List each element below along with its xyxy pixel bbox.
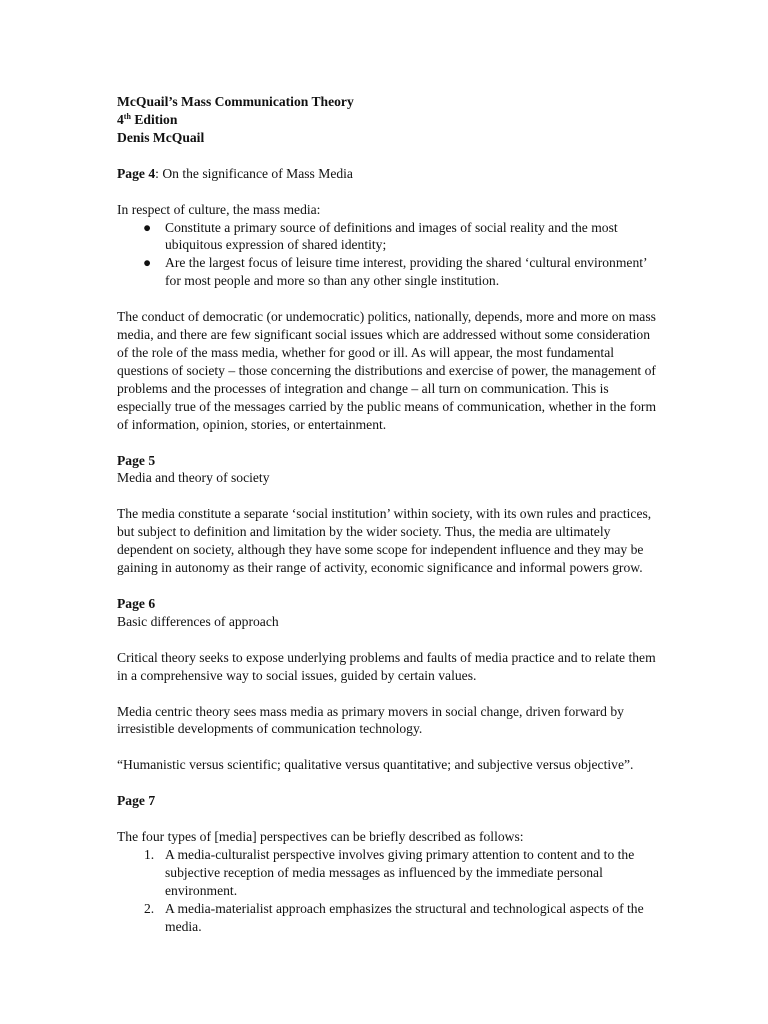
author-name: Denis McQuail xyxy=(117,129,205,145)
item-text: A media-materialist approach emphasizes the structural and technological aspects of the media. xyxy=(165,900,644,934)
page6-paragraph-media-centric: Media centric theory sees mass media as primary movers in social change, driven forward by irresistible developments of communication technology. xyxy=(117,703,624,737)
bullet-text: Constitute a primary source of definitions and images of social reality and the most ubiquitous expression of shared identity; xyxy=(165,219,618,253)
page4-paragraph: The conduct of democratic (or undemocratic) politics, nationally, depends, more and more on mass media, and there are few significant social issues which are addressed without some consideration of the role of the mass media, whether for good or ill. As will appear, the most fundamental questions of society – those concerning the distributions and exercise of power, the management of problems and the processes of integration and change – all turn on communication. This is especially true of the messages carried by the public means of communication, whether in the form of information, opinion, stories, or entertainment. xyxy=(117,309,657,432)
list-item xyxy=(117,900,657,936)
page4-title: : On the significance of Mass Media xyxy=(155,165,353,181)
list-item xyxy=(117,846,657,900)
page4-bullet-list xyxy=(117,219,657,291)
page5-label: Page 5 xyxy=(117,452,156,468)
page7-label: Page 7 xyxy=(117,793,156,809)
page4-label: Page 4 xyxy=(117,165,156,181)
book-title: McQuail’s Mass Communication Theory xyxy=(117,94,354,109)
page4-heading xyxy=(117,165,657,183)
page6-label: Page 6 xyxy=(117,595,156,611)
edition-line xyxy=(117,111,657,129)
item-text: A media-culturalist perspective involves giving primary attention to content and to the subjective reception of media messages as influenced by the immediate personal environment. xyxy=(165,847,635,898)
page5-paragraph: The media constitute a separate ‘social institution’ within society, with its own rules and practices, but subject to definition and limitation by the wider society. Thus, the media are ultimately dependent on society, although they have some scope for independent influence and they may be gaining in autonomy as their range of activity, economic significance and informal powers grow. xyxy=(117,506,652,576)
item-number: 1. xyxy=(144,847,155,863)
page7-numbered-list xyxy=(117,846,657,936)
bullet-text: Are the largest focus of leisure time interest, providing the shared ‘cultural environment’ for most people and more so than any other single institution. xyxy=(165,255,647,289)
list-item xyxy=(117,254,657,290)
edition-suffix: th xyxy=(123,111,131,121)
item-number: 2. xyxy=(144,900,155,916)
page6-quote: “Humanistic versus scientific; qualitative versus quantitative; and subjective versus objective”. xyxy=(117,757,634,773)
bullet-icon: ● xyxy=(143,255,152,271)
page6-title: Basic differences of approach xyxy=(117,613,279,629)
edition-number: 4 xyxy=(117,111,124,127)
page4-intro: In respect of culture, the mass media: xyxy=(117,201,321,217)
edition-word: Edition xyxy=(130,111,178,127)
bullet-icon: ● xyxy=(143,219,152,235)
page7-intro: The four types of [media] perspectives can be briefly described as follows: xyxy=(117,829,524,845)
document-header xyxy=(117,93,657,147)
page5-title: Media and theory of society xyxy=(117,470,270,486)
page6-paragraph-critical: Critical theory seeks to expose underlying problems and faults of media practice and to relate them in a comprehensive way to social issues, guided by certain values. xyxy=(117,649,656,683)
document-page xyxy=(117,93,657,936)
list-item xyxy=(117,219,657,255)
